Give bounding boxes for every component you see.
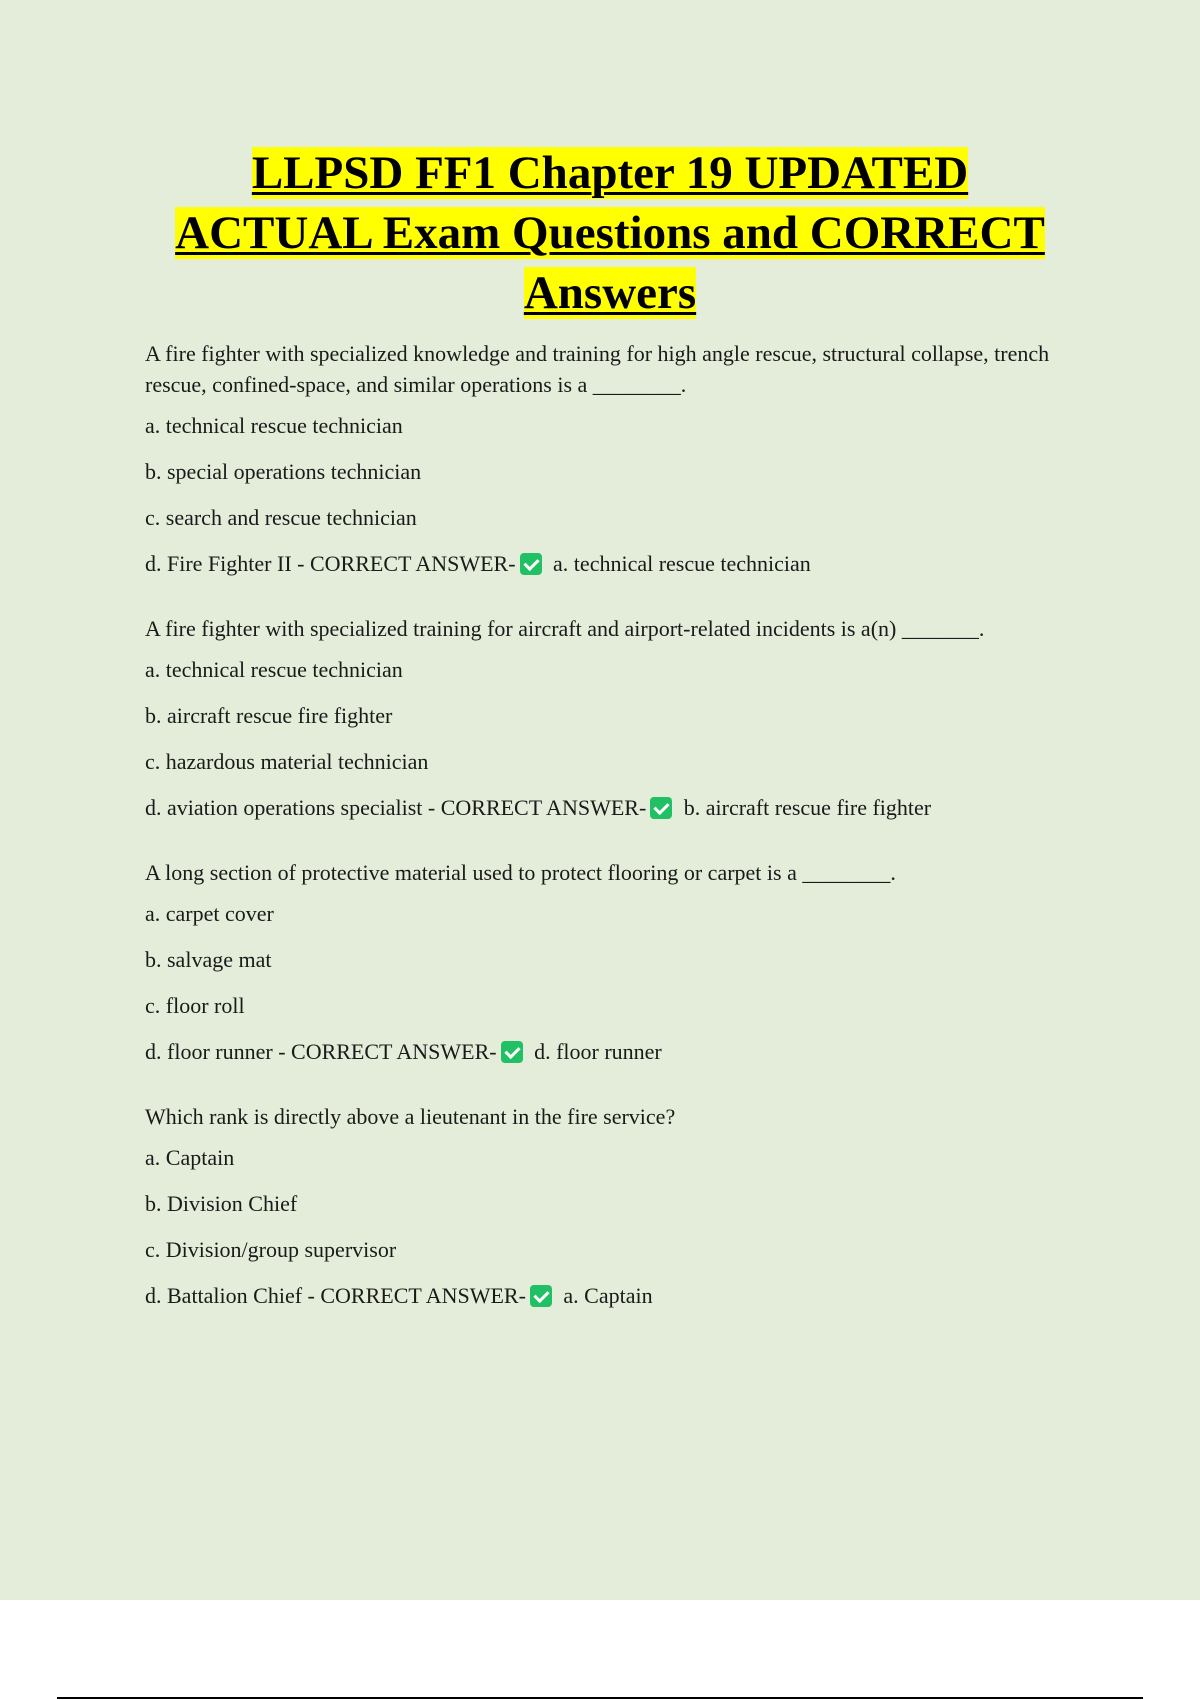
question-block — [145, 1101, 1080, 1312]
answer-label: CORRECT ANSWER- — [320, 1283, 526, 1308]
option-b: b. aircraft rescue fire fighter — [145, 703, 393, 728]
answer-label: CORRECT ANSWER- — [309, 551, 516, 576]
check-mark-icon — [530, 1285, 552, 1307]
questions-list — [145, 338, 1080, 1345]
question-block — [145, 857, 1080, 1068]
question-block — [145, 613, 1080, 824]
correct-answer: a. technical rescue technician — [553, 551, 811, 576]
option-d-with-answer: d. floor runner - CORRECT ANSWER- d. floor runner — [145, 1039, 662, 1064]
correct-answer: a. Captain — [563, 1283, 653, 1308]
title-line-1: LLPSD FF1 Chapter 19 UPDATED — [251, 147, 969, 199]
option-c: c. Division/group supervisor — [145, 1237, 397, 1262]
check-mark-icon — [650, 797, 672, 819]
option-c: c. floor roll — [145, 993, 245, 1018]
option-d-with-answer: d. Fire Fighter II - CORRECT ANSWER- a. technical rescue technician — [145, 551, 811, 576]
option-d: d. aviation operations specialist — [145, 795, 423, 820]
check-mark-icon — [501, 1041, 523, 1063]
question-block — [145, 338, 1080, 580]
correct-answer: d. floor runner — [534, 1039, 662, 1064]
footer-divider — [57, 1697, 1143, 1699]
check-mark-icon — [520, 553, 542, 575]
option-a: a. technical rescue technician — [145, 657, 403, 682]
option-d: d. Battalion Chief — [145, 1283, 303, 1308]
option-d-with-answer: d. aviation operations specialist - CORRECT ANSWER- b. aircraft rescue fire fighter — [145, 795, 932, 820]
question-text: A fire fighter with specialized knowledge and training for high angle rescue, structural collapse, trench rescue, confined-space, and similar operations is a ________. — [145, 341, 1050, 397]
answer-label: CORRECT ANSWER- — [440, 795, 647, 820]
option-b: b. special operations technician — [145, 459, 422, 484]
option-a: a. Captain — [145, 1145, 235, 1170]
title-line-2: ACTUAL Exam Questions and CORRECT — [175, 207, 1045, 259]
option-a: a. carpet cover — [145, 901, 274, 926]
question-text: A fire fighter with specialized training for aircraft and airport-related incidents is a(n) _______. — [145, 616, 985, 641]
option-c: c. hazardous material technician — [145, 749, 429, 774]
option-c: c. search and rescue technician — [145, 505, 417, 530]
answer-label: CORRECT ANSWER- — [291, 1039, 497, 1064]
question-text: A long section of protective material used to protect flooring or carpet is a ________. — [145, 860, 896, 885]
option-d: d. Fire Fighter II — [145, 551, 292, 576]
correct-answer: b. aircraft rescue fire fighter — [683, 795, 932, 820]
option-a: a. technical rescue technician — [145, 413, 403, 438]
option-d-with-answer: d. Battalion Chief - CORRECT ANSWER- a. Captain — [145, 1283, 653, 1308]
title-line-3: Answers — [523, 267, 697, 319]
question-text: Which rank is directly above a lieutenant in the fire service? — [145, 1104, 676, 1129]
option-b: b. salvage mat — [145, 947, 272, 972]
option-b: b. Division Chief — [145, 1191, 298, 1216]
option-d: d. floor runner — [145, 1039, 273, 1064]
document-title — [60, 143, 1160, 323]
